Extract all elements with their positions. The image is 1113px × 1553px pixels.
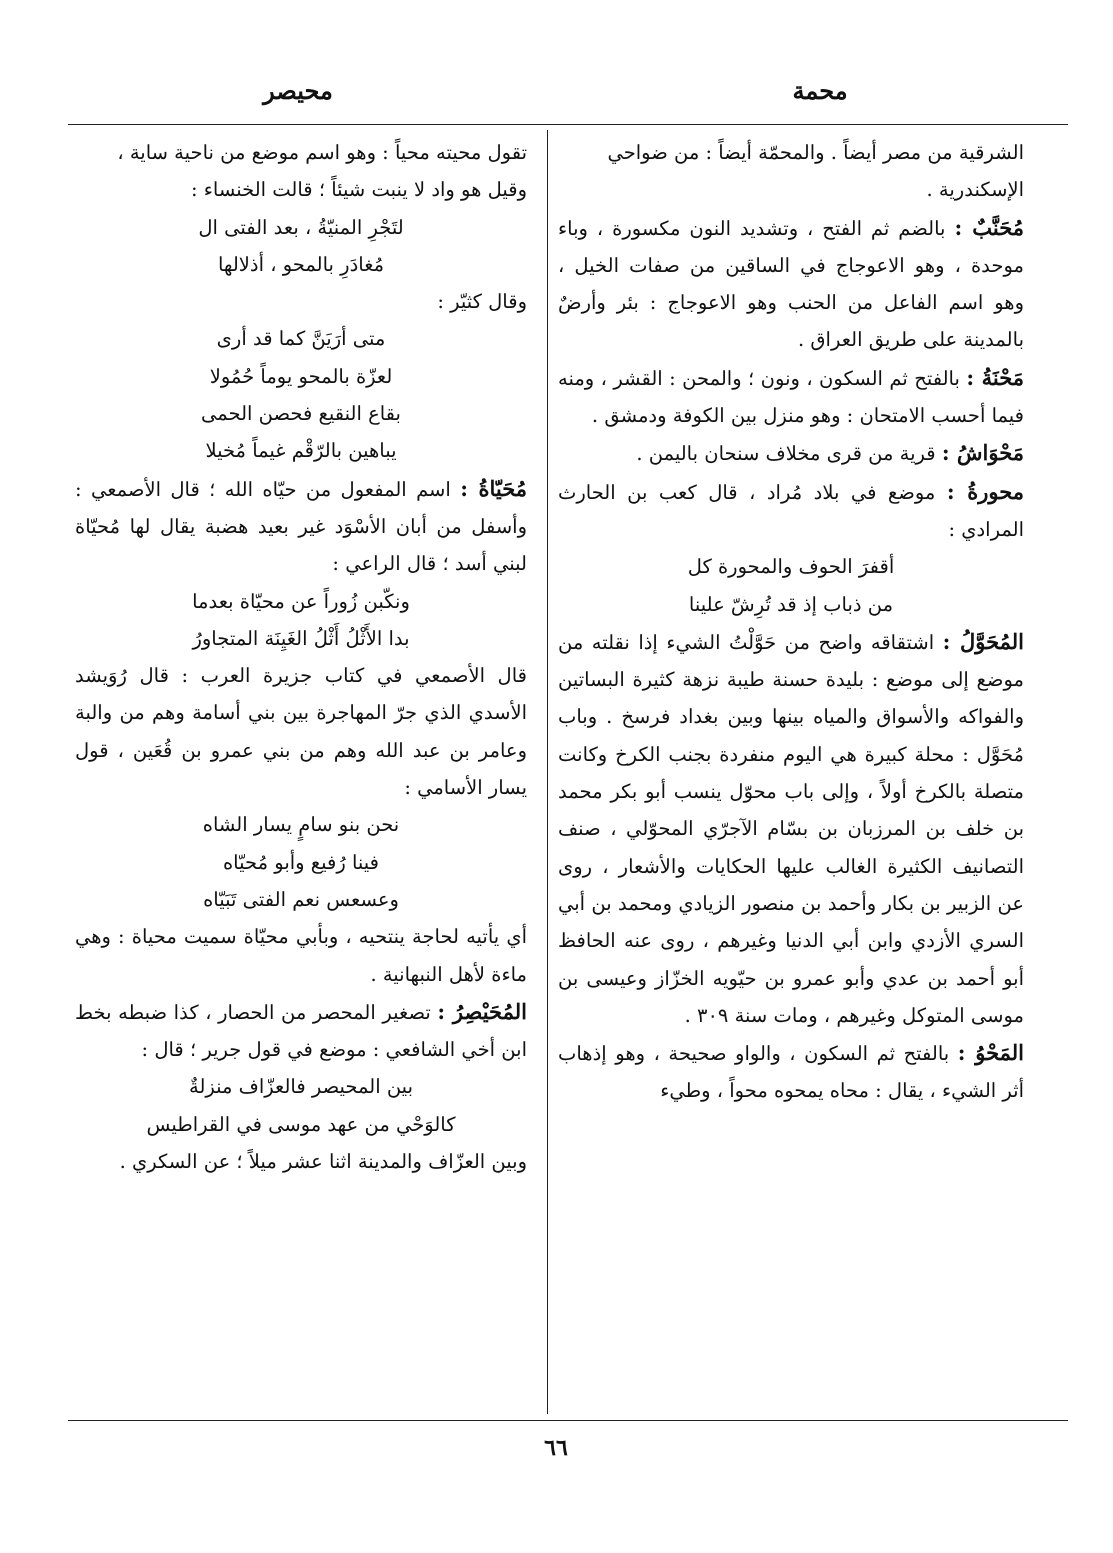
- entry-headword: مُحَيّاةُ :: [460, 475, 528, 501]
- entry: [558, 623, 1024, 1034]
- running-header-right: محمة: [792, 76, 848, 105]
- entry: [75, 470, 527, 583]
- entry: [558, 473, 1024, 549]
- entry-headword: محورةُ :: [946, 478, 1025, 504]
- entry-text: اسم المفعول من حيّاه الله ؛ قال الأصمعي : وأسفل من أبان الأسْوَد غير بعيد هضبة يقال لها مُحيّاة لبني أسد ؛ قال الراعي :: [75, 477, 527, 576]
- entry-text: تصغير المحصر من الحصار ، كذا ضبطه بخط ابن أخي الشافعي : موضع في قول جرير ؛ قال :: [75, 1000, 527, 1062]
- entry: [558, 359, 1024, 435]
- verse-line: بين المحيصر فالعزّاف منزلةٌ: [188, 1075, 413, 1099]
- verse-line: يباهين بالرّقْم غيماً مُخيلا: [205, 439, 397, 463]
- verse: [75, 395, 527, 470]
- running-header-left: محيصر: [263, 76, 333, 105]
- entry-headword: المُحَوَّلُ :: [942, 628, 1025, 654]
- verse-line: لعزّة بالمحو يوماً حُمُولا: [209, 364, 393, 388]
- verse-line: مُغادَرِ بالمحو ، أذلالها: [217, 252, 385, 276]
- entry: [558, 434, 1024, 472]
- verse-line: بدا الأَثْلُ أَثْلُ الغَيِنَة المتجاورُ: [192, 626, 410, 650]
- verse: [75, 583, 527, 658]
- verse-line: وعسعس نعم الفتى تَبَيّاه: [203, 887, 399, 911]
- text-line: وقال كثيّر :: [437, 290, 527, 314]
- entry-text: بالضم ثم الفتح ، وتشديد النون مكسورة ، وباء موحدة ، وهو الاعوجاج في الساقين من صفات الخيل ، وهو اسم الفاعل من الحنب وهو الاعوجاج : بئر وأرضٌ بالمدينة على طريق العراق .: [558, 216, 1024, 352]
- text-line: تقول محيته محياً : وهو اسم موضع من ناحية ساية ،: [117, 141, 527, 164]
- entry-text: بالفتح ثم السكون ، ونون ؛ والمحن : القشر ، ومنه فيما أحسب الامتحان : وهو منزل بين الكوفة ودمشق .: [558, 366, 1024, 428]
- verse: [75, 209, 527, 284]
- entry-text: موضع في بلاد مُراد ، قال كعب بن الحارث المرادي :: [558, 480, 1024, 541]
- verse-line: نحن بنو سامٍ يسار الشاه: [202, 813, 400, 837]
- verse-line: كالوَحْي من عهد موسى في القراطيس: [146, 1112, 456, 1136]
- verse-line: ونكّبن زُوراً عن محيّاة بعدما: [192, 589, 410, 613]
- column-divider: [547, 130, 548, 1414]
- left-column: [75, 134, 527, 1180]
- text-paragraph: وبين العزّاف والمدينة اثنا عشر ميلاً ؛ عن السكري .: [119, 1150, 527, 1174]
- text-paragraph: أي يأتيه لحاجة ينتحيه ، وبأبي محيّاة سميت محياة : وهي ماءة لأهل النبهانية .: [75, 925, 527, 986]
- text-line: الشرقية من مصر أيضاً . والمحمّة أيضاً : من ضواحي: [607, 141, 1024, 164]
- verse: [75, 320, 527, 395]
- entry-headword: المَحْوُ :: [957, 1040, 1024, 1066]
- verse-line: متى أرَيَنَّ كما قد أرى: [216, 327, 386, 351]
- entry: [75, 993, 527, 1069]
- entry: [558, 209, 1024, 359]
- verse-line: من ذباب إذ قد تُرِشّ علينا: [688, 592, 894, 616]
- verse-line: أقفرَ الحوف والمحورة كل: [687, 555, 895, 579]
- text-paragraph: قال الأصمعي في كتاب جزيرة العرب : قال رُوَيشد الأسدي الذي جرّ المهاجرة بين بني أسامة وهم من والبة وعامر بن عبد الله وهم من بني عمرو بن قُعَين ، قول يسار الأسامي :: [75, 664, 527, 800]
- entry-text: بالفتح ثم السكون ، والواو صحيحة ، وهو إذهاب أثر الشيء ، يقال : محاه يمحوه محواً ، وطيء: [558, 1042, 1024, 1103]
- page-number: ٦٦: [544, 1435, 568, 1461]
- entry-headword: المُحَيْصِرُ :: [437, 998, 527, 1024]
- verse: [75, 1068, 527, 1143]
- entry-headword: مُحَنَّبٌ :: [954, 214, 1025, 240]
- verse-line: لتَجْرِ المنيّةُ ، بعد الفتى ال: [198, 215, 404, 239]
- verse-line: بقاع النقيع فحصن الحمى: [201, 402, 401, 426]
- verse: [75, 806, 527, 918]
- entry: [558, 1034, 1024, 1110]
- text-line: الإسكندرية .: [926, 178, 1024, 202]
- entry-text: قرية من قرى مخلاف سنحان باليمن .: [636, 442, 936, 466]
- right-column: [558, 134, 1024, 1110]
- verse: [558, 548, 1024, 623]
- entry-text: اشتقاقه واضح من حَوَّلْتُ الشيء إذا نقلته من موضع إلى موضع : بليدة حسنة طيبة نزهة كثيرة البساتين والفواكه والأسواق والمياه بينها وبين بغداد فرسخ . وباب مُحَوَّل : محلة كبيرة هي اليوم منفردة بجنب الكرخ وكانت متصلة بالكرخ أولاً ، وإلى باب محوّل ينسب أبو بكر محمد بن خلف بن المرزبان بن بسّام الآجرّي المحوّلي ، صنف التصانيف الكثيرة الغالب عليها الحكايات والأشعار ، روى عن الزبير بن بكار وأحمد بن منصور الزيادي ومحمد بن أبي السري الأزدي وابن أبي الدنيا وغيرهم ، روى عنه الحافظ أبو أحمد بن عدي وأبو عمرو بن حيّويه الخزّاز وعيسى بن موسى المتوكل وغيرهم ، ومات سنة ٣٠٩ .: [558, 630, 1024, 1027]
- header-rule: [68, 124, 1068, 125]
- footer-rule: [68, 1420, 1068, 1421]
- entry-headword: مَحْوَاشُ :: [941, 440, 1024, 466]
- text-line: وقيل هو واد لا ينبت شيئاً ؛ قالت الخنساء :: [190, 178, 527, 202]
- entry-headword: مَحْنَةُ :: [966, 364, 1025, 390]
- verse-line: فينا رُفيع وأبو مُحيّاه: [222, 850, 380, 874]
